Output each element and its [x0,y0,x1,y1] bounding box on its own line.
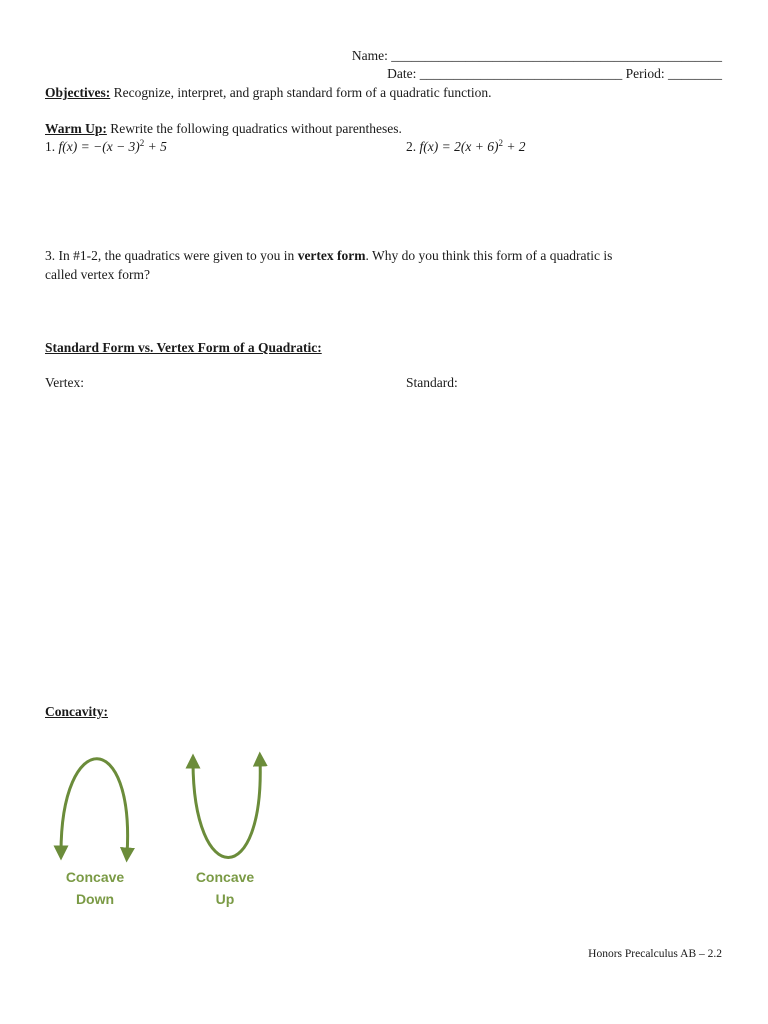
name-line[interactable]: _________________________________________________ [391,48,722,63]
date-period-field[interactable] [387,66,722,82]
problem-1-exponent: 2 [139,138,145,148]
period-line[interactable]: ________ [668,66,722,81]
question-3-text-end: . Why do you think this form of a quadratic is [365,248,613,263]
concavity-curves [50,745,270,870]
problem-1 [45,139,167,155]
question-3-line-2: called vertex form? [45,267,150,282]
concave-up-line-1: Concave [195,869,255,885]
concave-up-label [180,869,270,907]
problem-1-constant: + 5 [144,139,167,154]
problem-2-exponent: 2 [498,138,503,148]
warmup-text: Rewrite the following quadratics without parentheses. [106,121,402,136]
objectives [45,85,491,101]
footer-course-label: Honors Precalculus AB – 2.2 [588,948,722,960]
name-label: Name: [351,48,392,63]
problem-2-constant: + 2 [502,139,526,154]
objectives-label: Objectives: [45,85,111,100]
problem-1-number: 1. [45,139,59,154]
problem-2-expression: f(x) = 2(x + 6) [419,139,499,154]
concavity-figure [50,745,270,920]
concavity-heading: Concavity: [45,704,108,719]
name-field[interactable] [352,48,722,64]
concave-up-curve [193,759,260,858]
concave-down-label [50,869,140,907]
objectives-text: Recognize, interpret, and graph standard form of a quadratic function. [110,85,492,100]
period-label: Period: [622,66,668,81]
standard-vs-vertex-heading: Standard Form vs. Vertex Form of a Quadratic: [45,340,322,355]
vertex-form-term: vertex form [297,248,366,263]
date-label: Date: [387,66,420,81]
concave-down-line-2: Down [75,891,115,907]
problem-2-number: 2. [406,139,420,154]
question-3-text: 3. In #1-2, the quadratics were given to you in [45,248,298,263]
problem-1-expression: f(x) = −(x − 3) [58,139,140,154]
standard-label: Standard: [406,375,458,390]
problem-2 [406,139,526,155]
question-3-line-1 [45,248,612,264]
warmup [45,121,402,137]
date-line[interactable]: ______________________________ [419,66,623,81]
concave-down-curve [61,759,128,855]
warmup-label: Warm Up: [45,121,107,136]
vertex-label: Vertex: [45,375,84,390]
concave-down-line-1: Concave [65,869,125,885]
concave-up-line-2: Up [215,891,235,907]
